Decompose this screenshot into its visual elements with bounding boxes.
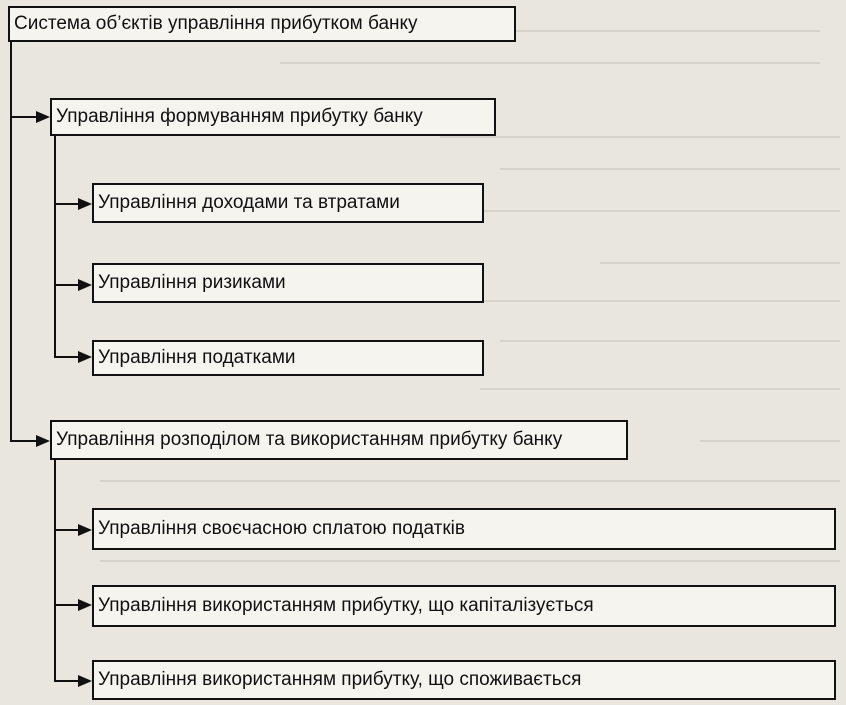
child-2-2-arrowhead bbox=[78, 599, 92, 611]
child-1-2-connector bbox=[54, 284, 80, 286]
root-trunk-line bbox=[10, 42, 12, 442]
branch-node-formation-label: Управління формуванням прибутку банку bbox=[56, 105, 423, 127]
child-node-income-losses-label: Управління доходами та втратами bbox=[98, 191, 400, 213]
child-1-3-arrowhead bbox=[78, 351, 92, 363]
branch-1-children-line bbox=[54, 136, 56, 358]
root-node bbox=[8, 6, 516, 42]
branch-2-arrowhead bbox=[36, 435, 50, 447]
child-node-consumed-profit-label: Управління використанням прибутку, що споживається bbox=[98, 668, 582, 690]
child-node-capitalized-profit bbox=[92, 585, 836, 627]
child-1-1-arrowhead bbox=[78, 198, 92, 210]
child-2-1-connector bbox=[54, 529, 80, 531]
child-2-3-connector bbox=[54, 680, 80, 682]
branch-2-connector bbox=[10, 440, 38, 442]
branch-1-connector bbox=[10, 116, 38, 118]
child-1-3-connector bbox=[54, 356, 80, 358]
child-2-3-arrowhead bbox=[78, 675, 92, 687]
branch-1-arrowhead bbox=[36, 111, 50, 123]
child-1-2-arrowhead bbox=[78, 279, 92, 291]
child-1-1-connector bbox=[54, 203, 80, 205]
child-node-taxes bbox=[92, 340, 484, 376]
root-node-label: Система об’єктів управління прибутком банку bbox=[14, 12, 418, 34]
branch-node-formation bbox=[50, 98, 496, 136]
child-2-2-connector bbox=[54, 604, 80, 606]
child-node-tax-payment bbox=[92, 508, 836, 550]
branch-node-distribution bbox=[50, 420, 628, 460]
child-2-1-arrowhead bbox=[78, 524, 92, 536]
child-node-capitalized-profit-label: Управління використанням прибутку, що капіталізується bbox=[98, 594, 594, 616]
child-node-consumed-profit bbox=[92, 660, 836, 700]
child-node-taxes-label: Управління податками bbox=[98, 346, 296, 368]
child-node-tax-payment-label: Управління своєчасною сплатою податків bbox=[98, 517, 465, 539]
child-node-risks bbox=[92, 263, 484, 303]
branch-2-children-line bbox=[54, 460, 56, 682]
child-node-risks-label: Управління ризиками bbox=[98, 271, 286, 293]
child-node-income-losses bbox=[92, 183, 484, 223]
branch-node-distribution-label: Управління розподілом та використанням прибутку банку bbox=[56, 428, 563, 450]
